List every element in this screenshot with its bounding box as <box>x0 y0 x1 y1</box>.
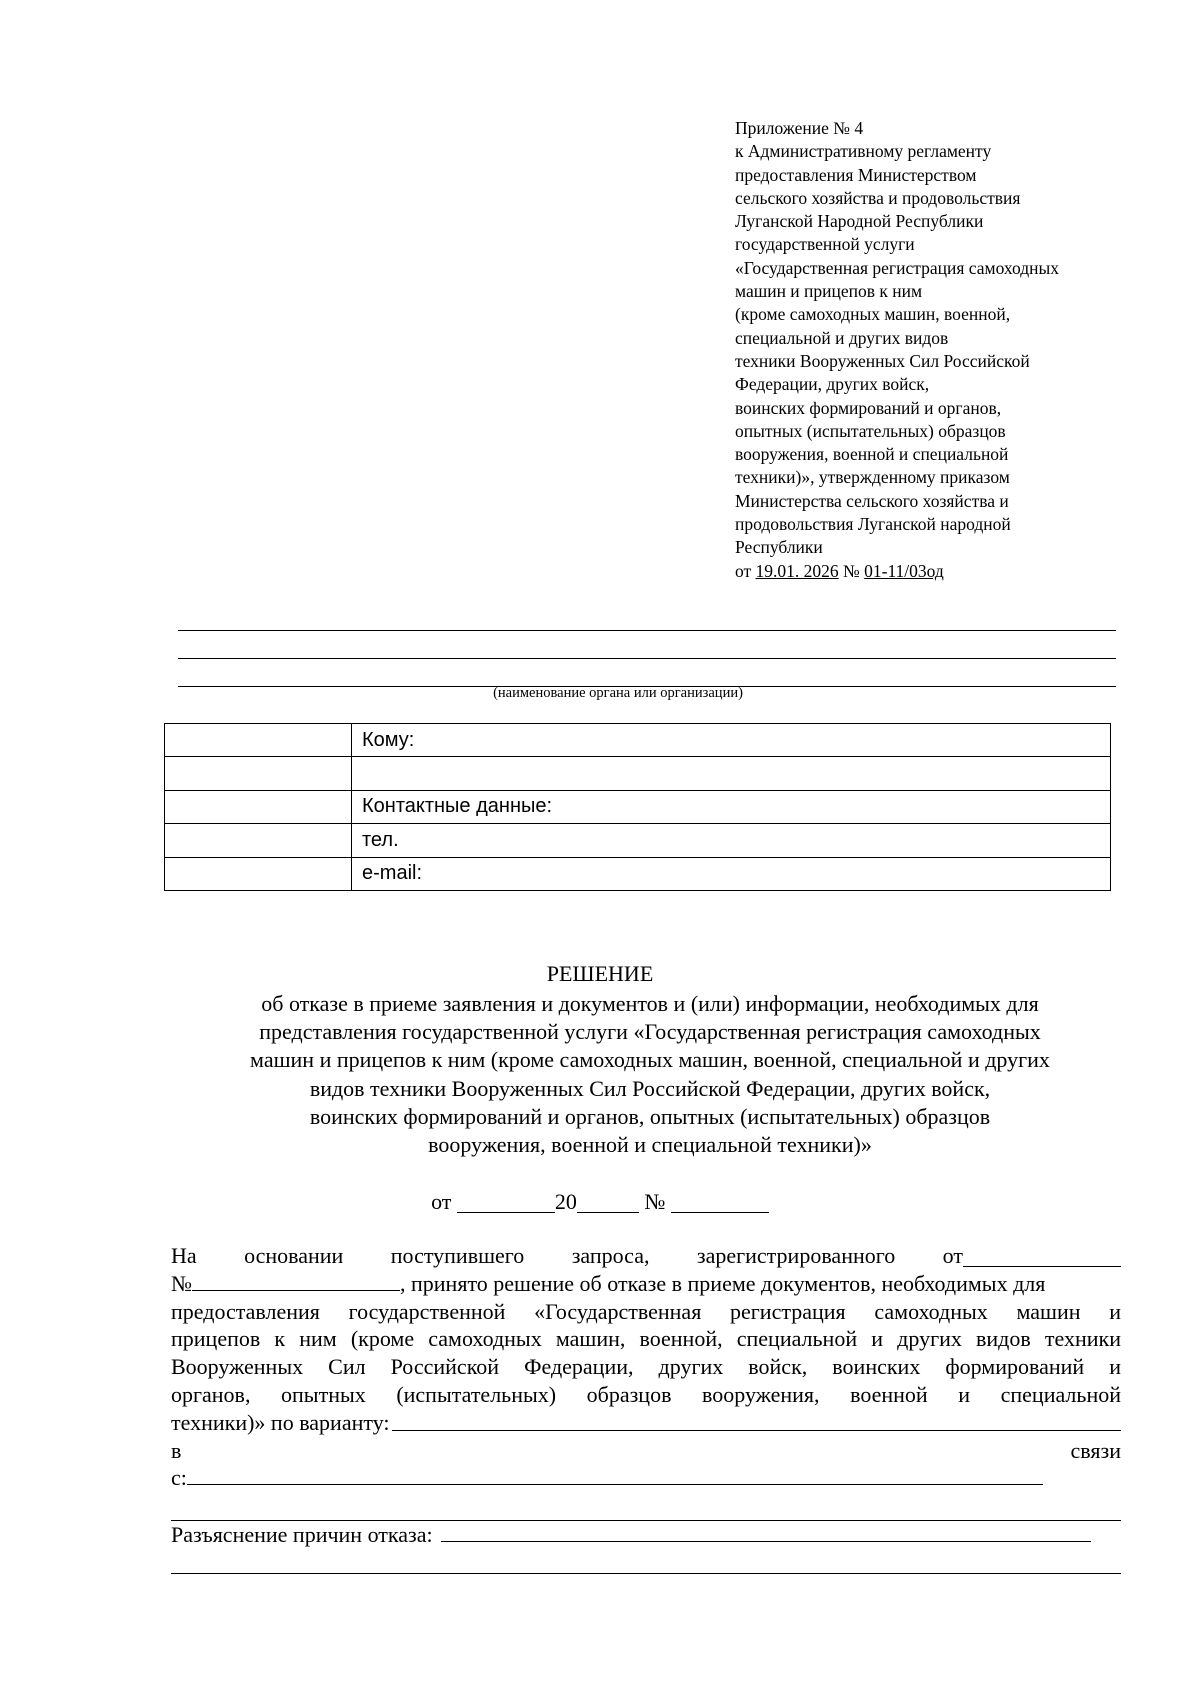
appendix-line: машин и прицепов к ним <box>735 281 923 302</box>
date-year-label: 20 <box>554 1189 577 1214</box>
body-word: в <box>171 1437 182 1463</box>
body-word: На <box>171 1243 197 1268</box>
appendix-line: Министерства сельского хозяйства и <box>735 490 1009 511</box>
body-word: связи <box>1070 1437 1121 1463</box>
date-prefix: от <box>735 560 756 581</box>
recipient-table <box>164 723 1111 891</box>
explanation-label: Разъяснение причин отказа: <box>171 1521 433 1547</box>
appendix-line: техники)», утвержденному приказом <box>735 467 1010 488</box>
table-cell <box>165 824 352 857</box>
date-from-label: от <box>431 1189 452 1214</box>
date-blank <box>457 1190 555 1213</box>
body-word: зарегистрированного <box>696 1243 896 1268</box>
body-word: запроса, <box>571 1243 650 1268</box>
subtitle-line: машин и прицепов к ним (кроме самоходных машин, военной, специальной и других <box>250 1047 1050 1073</box>
recipient-value <box>352 757 1111 790</box>
contact-label: Контактные данные: <box>352 790 1111 823</box>
org-caption: (наименование органа или организации) <box>493 685 743 701</box>
appendix-line: Приложение № 4 <box>735 118 864 138</box>
body-text: , принято решение об отказе в приеме документов, необходимых для <box>400 1270 1046 1296</box>
table-cell <box>165 724 352 757</box>
body-line <box>171 1409 1121 1437</box>
subtitle-line: видов техники Вооруженных Сил Российской Федерации, других войск, <box>309 1075 991 1101</box>
number-sign: № <box>838 560 865 581</box>
table-cell <box>165 757 352 790</box>
table-cell <box>165 790 352 823</box>
appendix-line: техники Вооруженных Сил Российской <box>735 350 1030 371</box>
appendix-line: «Государственная регистрация самоходных <box>735 257 1059 278</box>
decision-body <box>171 1242 1121 1574</box>
phone-label: тел. <box>352 824 1111 857</box>
order-number: 01-11/03од <box>864 560 944 581</box>
subtitle-line: воинских формирований и органов, опытных (испытательных) образцов <box>309 1103 991 1129</box>
table-row <box>165 790 1111 823</box>
table-row <box>165 724 1111 757</box>
appendix-line: государственной услуги <box>735 234 915 255</box>
appendix-date-line <box>735 560 1135 583</box>
body-word-with-blank <box>943 1242 1121 1270</box>
body-word: основании <box>244 1243 344 1268</box>
subtitle-line: вооружения, военной и специальной техники)» <box>428 1132 872 1158</box>
body-line <box>171 1521 1121 1549</box>
order-date: 19.01. 2026 <box>755 560 839 581</box>
variant-label: техники)» по варианту: <box>171 1409 390 1435</box>
appendix-line: Луганской Народной Республики <box>735 211 984 232</box>
request-number-blank <box>192 1270 400 1291</box>
body-word: поступившего <box>390 1243 525 1268</box>
date-number-label: № <box>644 1189 666 1214</box>
year-blank <box>577 1190 639 1213</box>
body-line: Вооруженных Сил Российской Федерации, других войск, воинских формирований и <box>171 1354 1121 1380</box>
decision-subtitle <box>150 990 1150 1159</box>
body-line <box>171 1464 1121 1492</box>
appendix-line: продовольствия Луганской народной <box>735 514 1011 535</box>
table-cell <box>165 857 352 890</box>
body-line <box>171 1242 1121 1270</box>
body-line: прицепов к ним (кроме самоходных машин, военной, специальной и других видов техники <box>171 1326 1121 1352</box>
body-word: от <box>942 1243 963 1268</box>
recipient-label: Кому: <box>352 724 1111 757</box>
reason-prefix: с: <box>171 1465 187 1491</box>
appendix-line: предоставления Министерством <box>735 164 977 185</box>
appendix-line: (кроме самоходных машин, военной, <box>735 304 1011 325</box>
reason-blank <box>187 1464 1043 1485</box>
appendix-line: сельского хозяйства и продовольствия <box>735 187 1021 208</box>
body-line <box>171 1437 1121 1465</box>
body-line: органов, опытных (испытательных) образцов вооружения, военной и специальной <box>171 1381 1121 1407</box>
table-row <box>165 857 1111 890</box>
number-blank <box>671 1190 769 1213</box>
blank-line <box>171 1549 1121 1574</box>
org-name-line <box>178 658 1116 659</box>
blank-line <box>171 1492 1121 1521</box>
request-date-blank <box>963 1246 1121 1267</box>
decision-date-line <box>0 1188 1200 1216</box>
appendix-header <box>735 117 1135 583</box>
variant-blank <box>392 1410 1121 1431</box>
body-line <box>171 1270 1121 1298</box>
subtitle-line: об отказе в приеме заявления и документов и (или) информации, необходимых для <box>261 991 1039 1016</box>
appendix-line: к Административному регламенту <box>735 141 992 162</box>
request-number-sign: № <box>171 1270 192 1296</box>
table-row <box>165 824 1111 857</box>
email-label: e-mail: <box>352 857 1111 890</box>
appendix-line: Федерации, других войск, <box>735 374 930 395</box>
body-line: предоставления государственной «Государственная регистрация самоходных машин и <box>171 1298 1121 1324</box>
appendix-line: Республики <box>735 537 823 558</box>
decision-title: РЕШЕНИЕ <box>546 961 654 986</box>
table-row <box>165 757 1111 790</box>
appendix-line: опытных (испытательных) образцов <box>735 420 1006 441</box>
explanation-blank <box>441 1521 1091 1542</box>
org-name-line <box>178 630 1116 631</box>
subtitle-line: представления государственной услуги «Государственная регистрация самоходных <box>259 1019 1041 1045</box>
appendix-line: специальной и других видов <box>735 327 949 348</box>
appendix-line: воинских формирований и органов, <box>735 397 1002 418</box>
appendix-line: вооружения, военной и специальной <box>735 444 1009 465</box>
